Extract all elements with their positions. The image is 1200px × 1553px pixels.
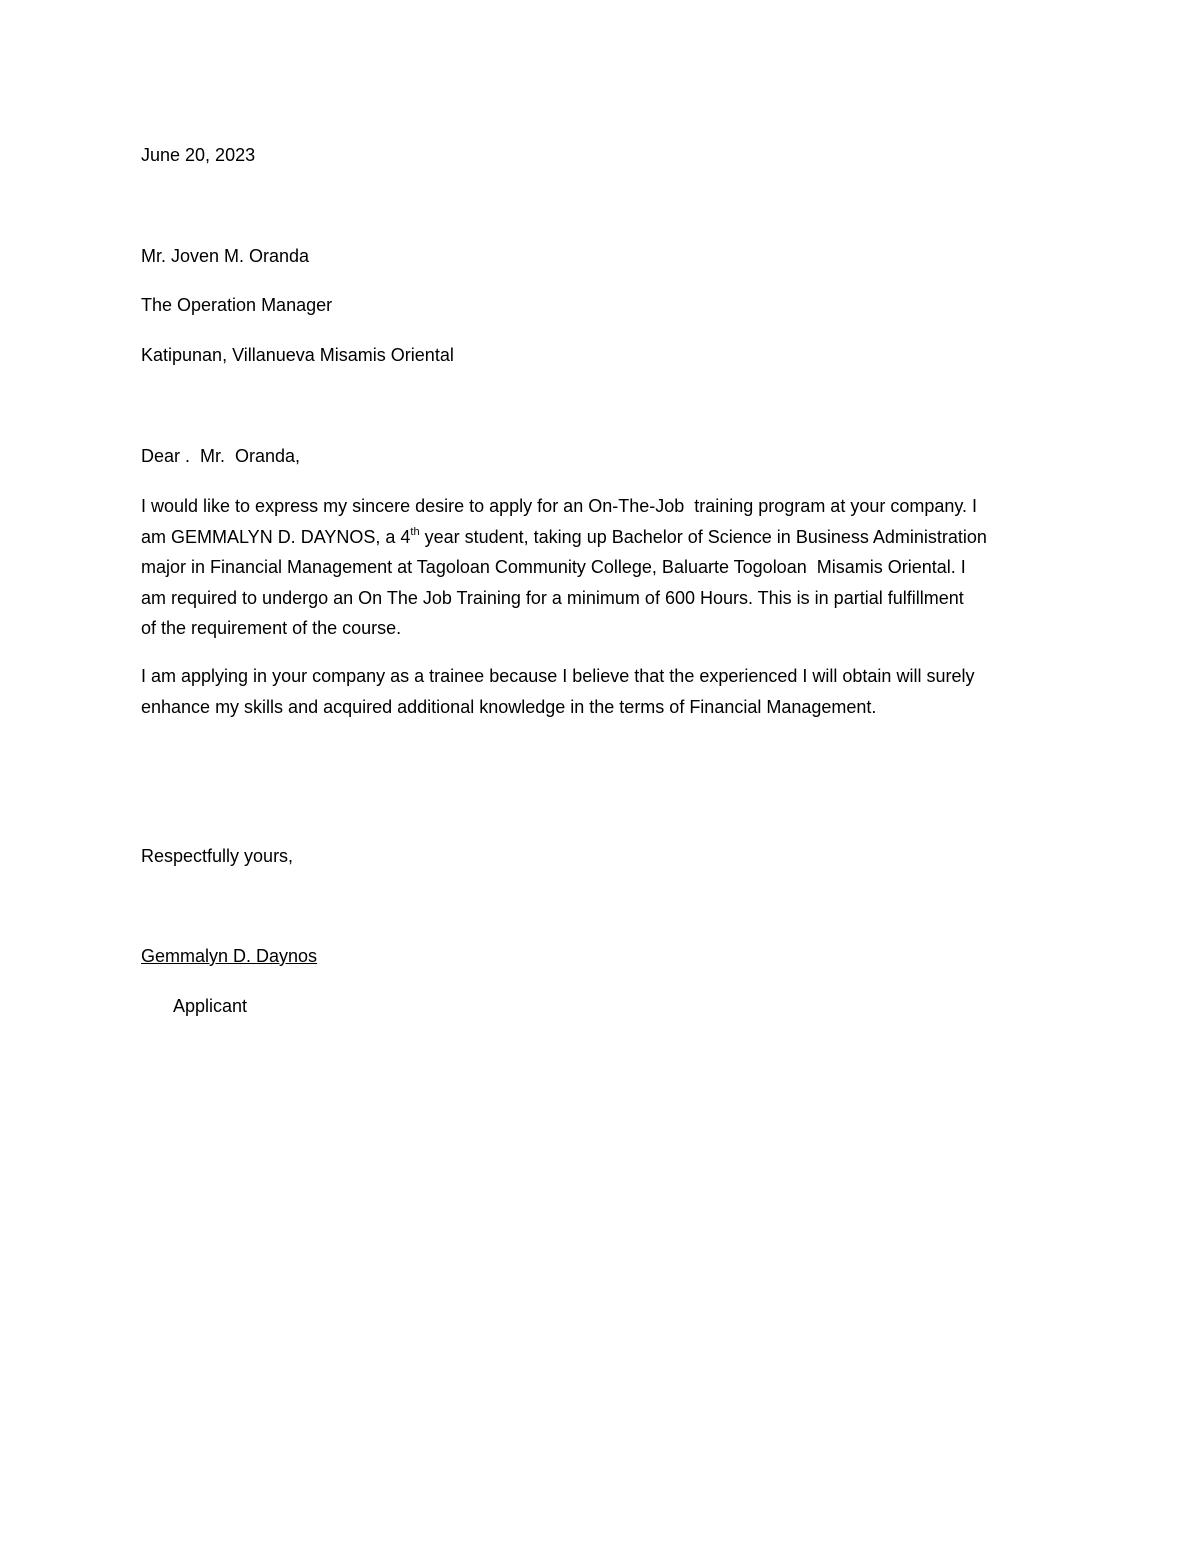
paragraph-1-line-2 [141, 522, 1071, 553]
paragraph-1-line-5: of the requirement of the course. [141, 618, 402, 638]
paragraph-1-line-2-start: am GEMMALYN D. DAYNOS, a 4 [141, 526, 411, 547]
letter-date: June 20, 2023 [141, 145, 256, 165]
salutation: Dear . Mr. Oranda, [141, 446, 301, 466]
paragraph-1-line-2-end: year student, taking up Bachelor of Science in Business Administration [419, 526, 987, 547]
recipient-address: Katipunan, Villanueva Misamis Oriental [141, 345, 454, 365]
paragraph-2-line-2: enhance my skills and acquired additional knowledge in the terms of Financial Management. [141, 696, 877, 717]
paragraph-1-line-1: I would like to express my sincere desire to apply for an On-The-Job training program at your company. I [141, 496, 978, 516]
body-paragraph-1 [141, 491, 1071, 644]
recipient-title: The Operation Manager [141, 295, 333, 315]
signature-role: Applicant [173, 996, 248, 1016]
body-paragraph-2 [141, 661, 1071, 722]
paragraph-1-line-4: am required to undergo an On The Job Training for a minimum of 600 Hours. This is in partial fulfillment [141, 587, 964, 608]
paragraph-2-line-1: I am applying in your company as a trainee because I believe that the experienced I will obtain will surely [141, 666, 975, 686]
signature-name: Gemmalyn D. Daynos [141, 946, 318, 966]
paragraph-1-line-3: major in Financial Management at Tagoloan Community College, Baluarte Togoloan Misamis Oriental. I [141, 557, 966, 577]
recipient-name: Mr. Joven M. Oranda [141, 246, 310, 266]
closing: Respectfully yours, [141, 846, 294, 866]
ordinal-superscript: th [410, 525, 420, 538]
